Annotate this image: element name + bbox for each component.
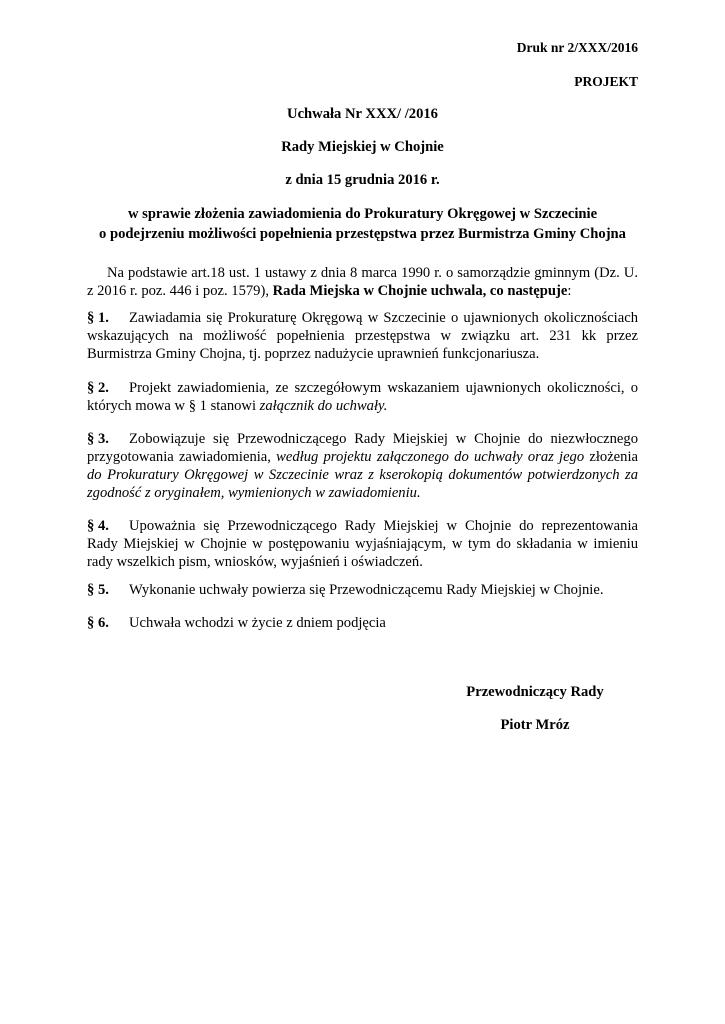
project-label: PROJEKT	[574, 74, 638, 89]
section-text: Wykonanie uchwały powierza się Przewodniczącemu Rady Miejskiej w Chojnie.	[129, 582, 604, 598]
section-text: Upoważnia się Przewodniczącego Rady Miejskiej w Chojnie do reprezentowania Rady Miejskiej w Chojnie w postępowaniu wyjaśniającym, w tym do składania w imieniu rady wszelkich pism, wniosków, wyjaśnień i oświadczeń.	[87, 518, 638, 570]
section-text: Projekt zawiadomienia, ze szczegółowym wskazaniem ujawnionych okoliczności, o których mowa w § 1 stanowi	[87, 380, 638, 414]
section-number: § 6.	[87, 615, 109, 631]
council-name: Rady Miejskiej w Chojnie	[281, 139, 444, 155]
preamble-bold: Rada Miejska w Chojnie uchwala, co następuje	[272, 283, 568, 299]
signature-role: Przewodniczący Rady	[466, 684, 604, 700]
preamble-end: :	[567, 283, 572, 299]
section-text-italic: załącznik do uchwały.	[259, 398, 388, 414]
section-text: Uchwała wchodzi w życie z dniem podjęcia	[129, 615, 386, 631]
signature-name: Piotr Mróz	[500, 717, 570, 733]
resolution-number: Uchwała Nr XXX/ /2016	[287, 106, 438, 122]
section-2	[87, 379, 638, 415]
section-number: § 2.	[87, 380, 109, 396]
section-text: złożenia	[589, 449, 638, 465]
resolution-date: z dnia 15 grudnia 2016 r.	[285, 172, 440, 188]
section-1	[87, 309, 638, 363]
section-5	[87, 581, 638, 599]
section-6	[87, 614, 638, 632]
section-text: Zobowiązuje się Przewodniczącego Rady Miejskiej w Chojnie do niezwłocznego przygotowania zawiadomienia,	[87, 431, 638, 465]
preamble-text: Na podstawie art.18 ust. 1 ustawy z dnia 8 marca 1990 r. o samorządzie gminnym (Dz. U. z 2016 r. poz. 446 i poz. 1579),	[87, 265, 638, 299]
section-text-italic: według projektu załączonego do uchwały oraz jego	[270, 449, 590, 465]
print-number: Druk nr 2/XXX/2016	[516, 40, 638, 55]
section-3	[87, 430, 638, 502]
section-4	[87, 517, 638, 571]
subject-line-1: w sprawie złożenia zawiadomienia do Prokuratury Okręgowej w Szczecinie	[127, 206, 598, 222]
section-text: Zawiadamia się Prokuraturę Okręgową w Szczecinie o ujawnionych okolicznościach wskazujących na możliwość popełnienia przestępstwa w związku art. 231 kk przez Burmistrza Gminy Chojna, tj. poprzez nadużycie uprawnień funkcjonariusza.	[87, 310, 638, 362]
section-number: § 3.	[87, 431, 109, 447]
section-text-italic: do Prokuratury Okręgowej w Szczecinie wraz z kserokopią dokumentów potwierdzonych za zgodność z oryginałem, wymienionych w zawiadomieniu.	[87, 467, 638, 501]
section-number: § 1.	[87, 310, 109, 326]
section-number: § 5.	[87, 582, 109, 598]
subject-line-2: o podejrzeniu możliwości popełnienia przestępstwa przez Burmistrza Gminy Chojna	[99, 226, 626, 242]
preamble	[87, 264, 638, 300]
section-number: § 4.	[87, 518, 109, 534]
